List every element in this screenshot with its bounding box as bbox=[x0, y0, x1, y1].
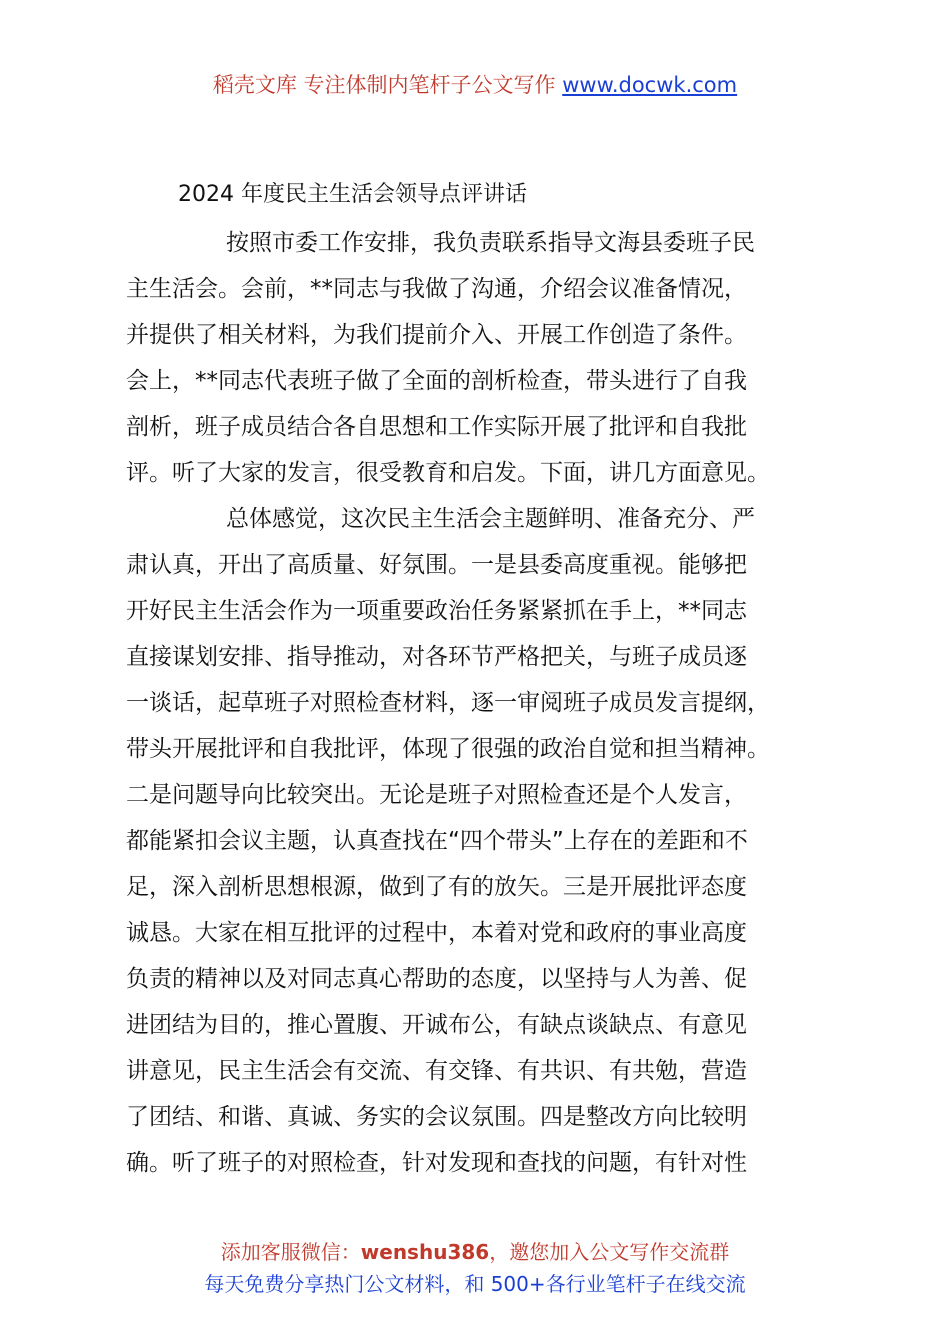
header-slogan: 稻壳文库 专注体制内笔杆子公文写作 bbox=[212, 73, 563, 97]
text-line: 都能紧扣会议主题，认真查找在“四个带头”上存在的差距和不 bbox=[126, 828, 748, 854]
text-line: 讲意见，民主生活会有交流、有交锋、有共识、有共勉，营造 bbox=[126, 1058, 747, 1084]
promo-footer bbox=[0, 1236, 950, 1300]
text-line: 会上，**同志代表班子做了全面的剖析检查，带头进行了自我 bbox=[126, 368, 747, 394]
text-line: 确。听了班子的对照检查，针对发现和查找的问题，有针对性 bbox=[126, 1150, 747, 1176]
paragraph bbox=[126, 496, 826, 1186]
site-header bbox=[0, 70, 950, 100]
footer-contact-suffix: ，邀您加入公文写作交流群 bbox=[489, 1240, 730, 1264]
text-line: 二是问题导向比较突出。无论是班子对照检查还是个人发言， bbox=[126, 782, 747, 808]
site-link[interactable]: www.docwk.com bbox=[562, 73, 738, 97]
wechat-id: wenshu386 bbox=[360, 1240, 490, 1264]
text-line: 足，深入剖析思想根源，做到了有的放矢。三是开展批评态度 bbox=[126, 874, 747, 900]
text-line: 进团结为目的，推心置腹、开诚布公，有缺点谈缺点、有意见 bbox=[126, 1012, 747, 1038]
text-line: 一谈话，起草班子对照检查材料，逐一审阅班子成员发言提纲， bbox=[126, 690, 770, 716]
paragraph bbox=[126, 220, 826, 496]
text-line: 带头开展批评和自我批评，体现了很强的政治自觉和担当精神。 bbox=[126, 736, 770, 762]
text-line: 主生活会。会前，**同志与我做了沟通，介绍会议准备情况， bbox=[126, 276, 747, 302]
text-line: 肃认真，开出了高质量、好氛围。一是县委高度重视。能够把 bbox=[126, 552, 747, 578]
text-line: 按照市委工作安排，我负责联系指导文海县委班子民 bbox=[226, 230, 755, 256]
text-line: 剖析，班子成员结合各自思想和工作实际开展了批评和自我批 bbox=[126, 414, 747, 440]
document-body bbox=[126, 220, 826, 1186]
footer-contact-prefix: 添加客服微信： bbox=[220, 1240, 361, 1264]
text-line: 总体感觉，这次民主生活会主题鲜明、准备充分、严 bbox=[226, 506, 755, 532]
text-line: 并提供了相关材料，为我们提前介入、开展工作创造了条件。 bbox=[126, 322, 747, 348]
text-line: 评。听了大家的发言，很受教育和启发。下面，讲几方面意见。 bbox=[126, 460, 770, 486]
text-line: 开好民主生活会作为一项重要政治任务紧紧抓在手上，**同志 bbox=[126, 598, 747, 624]
text-line: 负责的精神以及对同志真心帮助的态度，以坚持与人为善、促 bbox=[126, 966, 747, 992]
footer-share-line: 每天免费分享热门公文材料，和 500+各行业笔杆子在线交流 bbox=[204, 1272, 746, 1296]
text-line: 直接谋划安排、指导推动，对各环节严格把关，与班子成员逐 bbox=[126, 644, 747, 670]
text-line: 了团结、和谐、真诚、务实的会议氛围。四是整改方向比较明 bbox=[126, 1104, 747, 1130]
document-title: 2024 年度民主生活会领导点评讲话 bbox=[178, 182, 527, 207]
text-line: 诚恳。大家在相互批评的过程中，本着对党和政府的事业高度 bbox=[126, 920, 747, 946]
footer-contact-line bbox=[0, 1236, 950, 1268]
